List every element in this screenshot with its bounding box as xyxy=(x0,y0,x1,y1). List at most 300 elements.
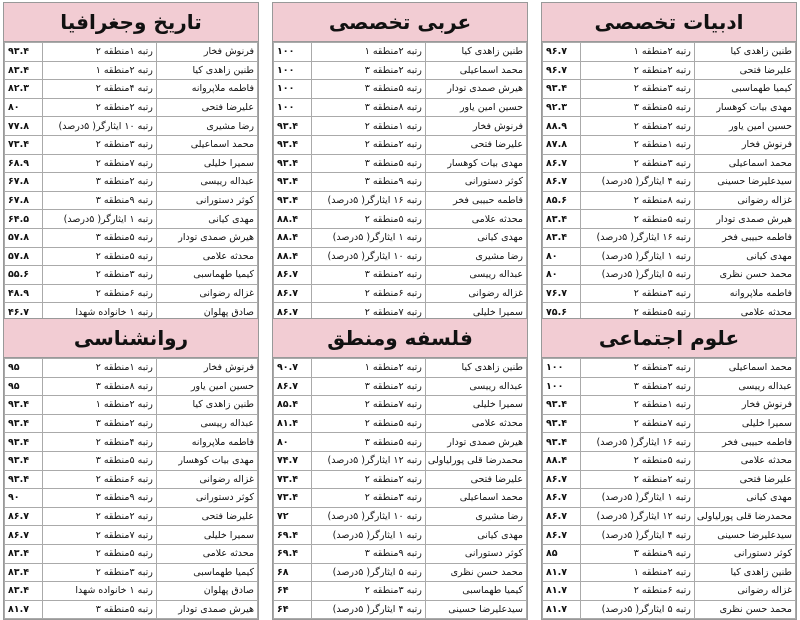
rank-cell: رتبه ۲منطقه ۳ xyxy=(311,266,425,285)
score-cell: ۶۷.۸ xyxy=(5,191,43,210)
table-row xyxy=(543,433,796,452)
rank-cell: رتبه ۶منطقه ۲ xyxy=(311,284,425,303)
table-row xyxy=(274,247,527,266)
rank-cell: رتبه ۶منطقه ۲ xyxy=(42,470,156,489)
score-cell: ۹۳.۴ xyxy=(543,80,581,99)
name-cell: عبداله رییسی xyxy=(425,377,526,396)
table-row xyxy=(543,489,796,508)
name-cell: مهدی کیانی xyxy=(425,228,526,247)
name-cell: کیمیا طهماسبی xyxy=(156,563,257,582)
table-row xyxy=(543,228,796,247)
score-cell: ۸۱.۴ xyxy=(274,414,312,433)
name-cell: حسین امین یاور xyxy=(694,117,795,136)
name-cell: مهدی کیانی xyxy=(425,526,526,545)
table-row xyxy=(5,377,258,396)
results-table xyxy=(4,42,258,322)
results-table xyxy=(542,42,796,322)
score-cell: ۸۳.۴ xyxy=(5,582,43,601)
name-cell: غزاله رضوانی xyxy=(694,191,795,210)
name-cell: محدثه علامی xyxy=(156,544,257,563)
score-cell: ۷۲ xyxy=(274,507,312,526)
name-cell: حسین امین یاور xyxy=(156,377,257,396)
score-cell: ۶۴ xyxy=(274,582,312,601)
name-cell: مهدی بیات کوهسار xyxy=(694,98,795,117)
rank-cell: رتبه ۶منطقه ۲ xyxy=(580,582,694,601)
rank-cell: رتبه ۵منطقه ۳ xyxy=(311,80,425,99)
score-cell: ۶۹.۴ xyxy=(274,526,312,545)
table-row xyxy=(543,247,796,266)
name-cell: طنین زاهدی کیا xyxy=(425,43,526,62)
rank-cell: رتبه ۱۲ ایثارگر( ۵درصد) xyxy=(580,507,694,526)
name-cell: محمد حسن نظری xyxy=(425,563,526,582)
name-cell: رضا مشیری xyxy=(425,507,526,526)
score-cell: ۸۵ xyxy=(543,544,581,563)
score-cell: ۹۳.۴ xyxy=(5,414,43,433)
table-row xyxy=(543,377,796,396)
score-cell: ۸۶.۷ xyxy=(274,266,312,285)
rank-cell: رتبه ۱منطقه ۲ xyxy=(42,43,156,62)
table-row xyxy=(274,489,527,508)
score-cell: ۸۳.۴ xyxy=(5,563,43,582)
table-row xyxy=(543,470,796,489)
table-row xyxy=(543,544,796,563)
table-row xyxy=(543,600,796,619)
score-cell: ۸۶.۷ xyxy=(543,489,581,508)
name-cell: کیمیا طهماسبی xyxy=(156,266,257,285)
name-cell: محدثه علامی xyxy=(425,414,526,433)
table-row xyxy=(5,284,258,303)
name-cell: صادق پهلوان xyxy=(156,303,257,322)
name-cell: طنین زاهدی کیا xyxy=(694,43,795,62)
rank-cell: رتبه ۳منطقه ۲ xyxy=(311,582,425,601)
name-cell: مهدی کیانی xyxy=(694,247,795,266)
panel-title: علوم اجتماعی xyxy=(542,319,796,358)
rank-cell: رتبه ۲منطقه ۲ xyxy=(311,135,425,154)
score-cell: ۹۳.۴ xyxy=(543,396,581,415)
score-cell: ۸۸.۴ xyxy=(543,451,581,470)
table-row xyxy=(5,489,258,508)
rank-cell: رتبه ۸منطقه ۲ xyxy=(580,191,694,210)
score-cell: ۸۰ xyxy=(543,266,581,285)
rank-cell: رتبه ۵منطقه ۳ xyxy=(42,600,156,619)
rank-cell: رتبه ۹منطقه ۳ xyxy=(42,489,156,508)
rank-cell: رتبه ۴منطقه ۲ xyxy=(42,80,156,99)
name-cell: فاطمه حبیبی فخر xyxy=(694,228,795,247)
table-row xyxy=(543,135,796,154)
rank-cell: رتبه ۷منطقه ۲ xyxy=(311,396,425,415)
table-row xyxy=(5,359,258,378)
name-cell: عبداله رییسی xyxy=(694,377,795,396)
rank-cell: رتبه ۸منطقه ۳ xyxy=(311,98,425,117)
rank-cell: رتبه ۵منطقه ۳ xyxy=(42,451,156,470)
rank-cell: رتبه ۱۶ ایثارگر( ۵درصد) xyxy=(580,228,694,247)
name-cell: فرنوش فخار xyxy=(694,135,795,154)
score-cell: ۸۶.۷ xyxy=(543,526,581,545)
name-cell: طنین زاهدی کیا xyxy=(156,396,257,415)
score-cell: ۹۲.۳ xyxy=(543,98,581,117)
table-row xyxy=(543,414,796,433)
score-cell: ۹۰.۷ xyxy=(274,359,312,378)
rank-cell: رتبه ۹منطقه ۳ xyxy=(580,544,694,563)
name-cell: غزاله رضوانی xyxy=(425,284,526,303)
name-cell: محمد حسن نظری xyxy=(694,266,795,285)
rank-cell: رتبه ۱۲ ایثارگر( ۵درصد) xyxy=(311,451,425,470)
score-cell: ۹۶.۷ xyxy=(543,43,581,62)
table-row xyxy=(274,228,527,247)
score-cell: ۸۰ xyxy=(274,433,312,452)
score-cell: ۹۳.۴ xyxy=(5,43,43,62)
rank-cell: رتبه ۱ خانواده شهدا xyxy=(42,303,156,322)
rank-cell: رتبه ۵منطقه ۳ xyxy=(311,154,425,173)
score-cell: ۵۷.۸ xyxy=(5,247,43,266)
rank-cell: رتبه ۱ ایثارگر( ۵درصد) xyxy=(311,526,425,545)
name-cell: سمیرا خلیلی xyxy=(694,414,795,433)
table-row xyxy=(543,563,796,582)
panel-psychology xyxy=(3,318,259,620)
name-cell: غزاله رضوانی xyxy=(156,284,257,303)
name-cell: فاطمه حبیبی فخر xyxy=(425,191,526,210)
table-row xyxy=(274,191,527,210)
name-cell: هیرش صمدی تودار xyxy=(425,433,526,452)
score-cell: ۸۵.۶ xyxy=(543,191,581,210)
name-cell: مهدی بیات کوهسار xyxy=(425,154,526,173)
rank-cell: رتبه ۱ ایثارگر( ۵درصد) xyxy=(580,247,694,266)
table-row xyxy=(274,544,527,563)
name-cell: محمد اسماعیلی xyxy=(694,359,795,378)
rank-cell: رتبه ۵منطقه ۲ xyxy=(580,303,694,322)
name-cell: محدثه علامی xyxy=(425,210,526,229)
name-cell: علیرضا فتحی xyxy=(694,61,795,80)
panel-title: ادبیات تخصصی xyxy=(542,3,796,42)
name-cell: حسین امین یاور xyxy=(425,98,526,117)
rank-cell: رتبه ۲منطقه ۳ xyxy=(42,173,156,192)
name-cell: فرنوش فخار xyxy=(694,396,795,415)
score-cell: ۱۰۰ xyxy=(274,43,312,62)
table-row xyxy=(274,600,527,619)
rank-cell: رتبه ۲منطقه ۱ xyxy=(42,396,156,415)
rank-cell: رتبه ۱۶ ایثارگر( ۵درصد) xyxy=(580,433,694,452)
name-cell: محدثه علامی xyxy=(694,451,795,470)
table-row xyxy=(5,247,258,266)
score-cell: ۱۰۰ xyxy=(274,80,312,99)
name-cell: رضا مشیری xyxy=(425,247,526,266)
name-cell: سمیرا خلیلی xyxy=(425,396,526,415)
table-row xyxy=(274,61,527,80)
table-row xyxy=(543,117,796,136)
score-cell: ۷۶.۷ xyxy=(543,284,581,303)
score-cell: ۸۱.۷ xyxy=(543,600,581,619)
score-cell: ۹۳.۴ xyxy=(5,451,43,470)
name-cell: فاطمه ملاپروانه xyxy=(694,284,795,303)
table-row xyxy=(543,61,796,80)
table-row xyxy=(5,433,258,452)
name-cell: فاطمه حبیبی فخر xyxy=(694,433,795,452)
rank-cell: رتبه ۲منطقه ۲ xyxy=(580,470,694,489)
name-cell: محمد اسماعیلی xyxy=(156,135,257,154)
rank-cell: رتبه ۷منطقه ۲ xyxy=(311,303,425,322)
table-row xyxy=(274,582,527,601)
table-row xyxy=(543,359,796,378)
table-row xyxy=(274,173,527,192)
name-cell: علیرضا فتحی xyxy=(425,135,526,154)
rank-cell: رتبه ۷منطقه ۲ xyxy=(42,154,156,173)
rank-cell: رتبه ۱منطقه ۲ xyxy=(580,135,694,154)
score-cell: ۹۳.۴ xyxy=(543,414,581,433)
name-cell: رضا مشیری xyxy=(156,117,257,136)
name-cell: سمیرا خلیلی xyxy=(425,303,526,322)
rank-cell: رتبه ۴ ایثارگر( ۵درصد) xyxy=(580,526,694,545)
table-row xyxy=(543,98,796,117)
score-cell: ۷۳.۴ xyxy=(5,135,43,154)
score-cell: ۶۹.۴ xyxy=(274,544,312,563)
score-cell: ۹۵ xyxy=(5,377,43,396)
name-cell: سیدعلیرضا حسینی xyxy=(694,173,795,192)
rank-cell: رتبه ۲منطقه ۱ xyxy=(311,359,425,378)
name-cell: محمدرضا قلی پورلیاولی xyxy=(694,507,795,526)
name-cell: غزاله رضوانی xyxy=(156,470,257,489)
table-row xyxy=(5,582,258,601)
table-row xyxy=(543,80,796,99)
name-cell: فاطمه ملاپروانه xyxy=(156,80,257,99)
rank-cell: رتبه ۱منطقه ۲ xyxy=(580,396,694,415)
table-row xyxy=(274,135,527,154)
table-row xyxy=(274,210,527,229)
score-cell: ۹۳.۴ xyxy=(5,470,43,489)
score-cell: ۸۱.۷ xyxy=(543,563,581,582)
rank-cell: رتبه ۵منطقه ۳ xyxy=(580,98,694,117)
panel-philosophy-logic xyxy=(272,318,528,620)
score-cell: ۵۵.۶ xyxy=(5,266,43,285)
table-row xyxy=(274,563,527,582)
rank-cell: رتبه ۵منطقه ۲ xyxy=(311,210,425,229)
rank-cell: رتبه ۲منطقه ۲ xyxy=(311,470,425,489)
score-cell: ۴۶.۷ xyxy=(5,303,43,322)
rank-cell: رتبه ۷منطقه ۲ xyxy=(580,414,694,433)
table-row xyxy=(5,507,258,526)
rank-cell: رتبه ۹منطقه ۳ xyxy=(42,191,156,210)
table-row xyxy=(5,228,258,247)
table-row xyxy=(274,507,527,526)
score-cell: ۱۰۰ xyxy=(274,61,312,80)
score-cell: ۸۶.۷ xyxy=(274,303,312,322)
table-row xyxy=(5,396,258,415)
score-cell: ۸۵.۴ xyxy=(274,396,312,415)
table-row xyxy=(274,284,527,303)
table-row xyxy=(274,43,527,62)
score-cell: ۹۵ xyxy=(5,359,43,378)
table-row xyxy=(5,526,258,545)
score-cell: ۹۳.۴ xyxy=(543,433,581,452)
rank-cell: رتبه ۲منطقه ۳ xyxy=(42,414,156,433)
table-row xyxy=(5,43,258,62)
name-cell: عبداله رییسی xyxy=(156,414,257,433)
rank-cell: رتبه ۵ ایثارگر( ۵درصد) xyxy=(311,563,425,582)
table-row xyxy=(274,117,527,136)
rank-cell: رتبه ۳منطقه ۲ xyxy=(580,154,694,173)
rank-cell: رتبه ۳منطقه ۲ xyxy=(580,80,694,99)
score-cell: ۱۰۰ xyxy=(274,98,312,117)
rank-cell: رتبه ۲منطقه ۱ xyxy=(311,43,425,62)
name-cell: طنین زاهدی کیا xyxy=(425,359,526,378)
rank-cell: رتبه ۴ ایثارگر( ۵درصد) xyxy=(580,173,694,192)
score-cell: ۸۳.۴ xyxy=(543,210,581,229)
rank-cell: رتبه ۳منطقه ۲ xyxy=(42,135,156,154)
panel-title: عربی تخصصی xyxy=(273,3,527,42)
name-cell: سمیرا خلیلی xyxy=(156,526,257,545)
score-cell: ۸۱.۷ xyxy=(543,582,581,601)
table-row xyxy=(274,414,527,433)
table-row xyxy=(5,451,258,470)
results-table xyxy=(4,358,258,619)
name-cell: کوثر دستورانی xyxy=(156,489,257,508)
name-cell: فرنوش فخار xyxy=(156,359,257,378)
rank-cell: رتبه ۱ خانواده شهدا xyxy=(42,582,156,601)
score-cell: ۹۶.۷ xyxy=(543,61,581,80)
table-row xyxy=(543,582,796,601)
name-cell: هیرش صمدی تودار xyxy=(156,228,257,247)
table-row xyxy=(5,80,258,99)
table-row xyxy=(274,433,527,452)
score-cell: ۱۰۰ xyxy=(543,377,581,396)
score-cell: ۶۸ xyxy=(274,563,312,582)
table-row xyxy=(543,43,796,62)
table-row xyxy=(5,117,258,136)
rank-cell: رتبه ۵منطقه ۲ xyxy=(42,544,156,563)
results-table xyxy=(273,42,527,322)
results-table xyxy=(542,358,796,619)
name-cell: کوثر دستورانی xyxy=(425,544,526,563)
panel-title: فلسفه ومنطق xyxy=(273,319,527,358)
rank-cell: رتبه ۲منطقه ۱ xyxy=(42,61,156,80)
table-row xyxy=(543,507,796,526)
score-cell: ۸۶.۷ xyxy=(543,470,581,489)
score-cell: ۹۳.۴ xyxy=(274,135,312,154)
score-cell: ۹۰ xyxy=(5,489,43,508)
score-cell: ۸۲.۳ xyxy=(5,80,43,99)
table-row xyxy=(543,191,796,210)
score-cell: ۹۳.۴ xyxy=(274,191,312,210)
name-cell: مهدی کیانی xyxy=(156,210,257,229)
score-cell: ۸۳.۴ xyxy=(5,61,43,80)
table-row xyxy=(543,451,796,470)
name-cell: علیرضا فتحی xyxy=(156,507,257,526)
score-cell: ۸۳.۴ xyxy=(5,544,43,563)
score-cell: ۸۳.۴ xyxy=(543,228,581,247)
rank-cell: رتبه ۲منطقه ۳ xyxy=(311,377,425,396)
score-cell: ۸۸.۴ xyxy=(274,228,312,247)
name-cell: عبداله رییسی xyxy=(156,173,257,192)
name-cell: کوثر دستورانی xyxy=(156,191,257,210)
name-cell: سمیرا خلیلی xyxy=(156,154,257,173)
rank-cell: رتبه ۹منطقه ۳ xyxy=(311,173,425,192)
panel-social-sciences xyxy=(541,318,797,620)
rank-cell: رتبه ۲منطقه ۲ xyxy=(580,117,694,136)
score-cell: ۸۶.۷ xyxy=(5,507,43,526)
score-cell: ۷۳.۴ xyxy=(274,470,312,489)
rank-cell: رتبه ۳منطقه ۲ xyxy=(42,266,156,285)
rank-cell: رتبه ۱منطقه ۲ xyxy=(42,359,156,378)
rank-cell: رتبه ۱۰ ایثارگر( ۵درصد) xyxy=(42,117,156,136)
name-cell: صادق پهلوان xyxy=(156,582,257,601)
score-cell: ۸۶.۷ xyxy=(274,284,312,303)
name-cell: سیدعلیرضا حسینی xyxy=(425,600,526,619)
table-row xyxy=(5,173,258,192)
score-cell: ۶۴ xyxy=(274,600,312,619)
name-cell: علیرضا فتحی xyxy=(425,470,526,489)
name-cell: طنین زاهدی کیا xyxy=(156,61,257,80)
score-cell: ۵۷.۸ xyxy=(5,228,43,247)
table-row xyxy=(5,98,258,117)
table-row xyxy=(5,135,258,154)
rank-cell: رتبه ۵منطقه ۲ xyxy=(580,451,694,470)
score-cell: ۴۸.۹ xyxy=(5,284,43,303)
name-cell: کوثر دستورانی xyxy=(694,544,795,563)
rank-cell: رتبه ۵منطقه ۳ xyxy=(311,433,425,452)
table-row xyxy=(543,526,796,545)
name-cell: فاطمه ملاپروانه xyxy=(156,433,257,452)
score-cell: ۸۱.۷ xyxy=(5,600,43,619)
name-cell: محمد اسماعیلی xyxy=(694,154,795,173)
rank-cell: رتبه ۵ ایثارگر( ۵درصد) xyxy=(580,266,694,285)
score-cell: ۶۷.۸ xyxy=(5,173,43,192)
score-cell: ۸۸.۹ xyxy=(543,117,581,136)
rank-cell: رتبه ۲منطقه ۳ xyxy=(311,61,425,80)
table-row xyxy=(274,451,527,470)
table-row xyxy=(543,173,796,192)
name-cell: مهدی بیات کوهسار xyxy=(156,451,257,470)
name-cell: محدثه علامی xyxy=(156,247,257,266)
table-row xyxy=(543,210,796,229)
table-row xyxy=(274,526,527,545)
table-row xyxy=(5,544,258,563)
name-cell: محمد اسماعیلی xyxy=(425,61,526,80)
table-row xyxy=(274,470,527,489)
rank-cell: رتبه ۵منطقه ۲ xyxy=(580,210,694,229)
score-cell: ۱۰۰ xyxy=(543,359,581,378)
rank-cell: رتبه ۴ ایثارگر( ۵درصد) xyxy=(311,600,425,619)
score-cell: ۷۳.۴ xyxy=(274,489,312,508)
rank-cell: رتبه ۵منطقه ۲ xyxy=(42,247,156,266)
score-cell: ۹۳.۴ xyxy=(5,433,43,452)
score-cell: ۶۸.۹ xyxy=(5,154,43,173)
score-cell: ۸۸.۴ xyxy=(274,210,312,229)
table-row xyxy=(543,396,796,415)
name-cell: غزاله رضوانی xyxy=(694,582,795,601)
rank-cell: رتبه ۱ ایثارگر( ۵درصد) xyxy=(311,228,425,247)
score-cell: ۸۶.۷ xyxy=(5,526,43,545)
score-cell: ۷۴.۷ xyxy=(274,451,312,470)
table-row xyxy=(5,191,258,210)
name-cell: محمد اسماعیلی xyxy=(425,489,526,508)
rank-cell: رتبه ۱۶ ایثارگر( ۵درصد) xyxy=(311,191,425,210)
panel-literature xyxy=(541,2,797,323)
table-row xyxy=(274,396,527,415)
name-cell: فرنوش فخار xyxy=(156,43,257,62)
rank-cell: رتبه ۹منطقه ۳ xyxy=(311,544,425,563)
score-cell: ۸۷.۸ xyxy=(543,135,581,154)
name-cell: سیدعلیرضا حسینی xyxy=(694,526,795,545)
table-row xyxy=(274,266,527,285)
panel-arabic xyxy=(272,2,528,323)
table-row xyxy=(5,266,258,285)
name-cell: علیرضا فتحی xyxy=(694,470,795,489)
score-cell: ۸۶.۷ xyxy=(543,173,581,192)
score-cell: ۸۰ xyxy=(543,247,581,266)
name-cell: هیرش صمدی تودار xyxy=(694,210,795,229)
rank-cell: رتبه ۲منطقه ۳ xyxy=(580,377,694,396)
name-cell: محدثه علامی xyxy=(694,303,795,322)
rank-cell: رتبه ۵منطقه ۲ xyxy=(311,414,425,433)
